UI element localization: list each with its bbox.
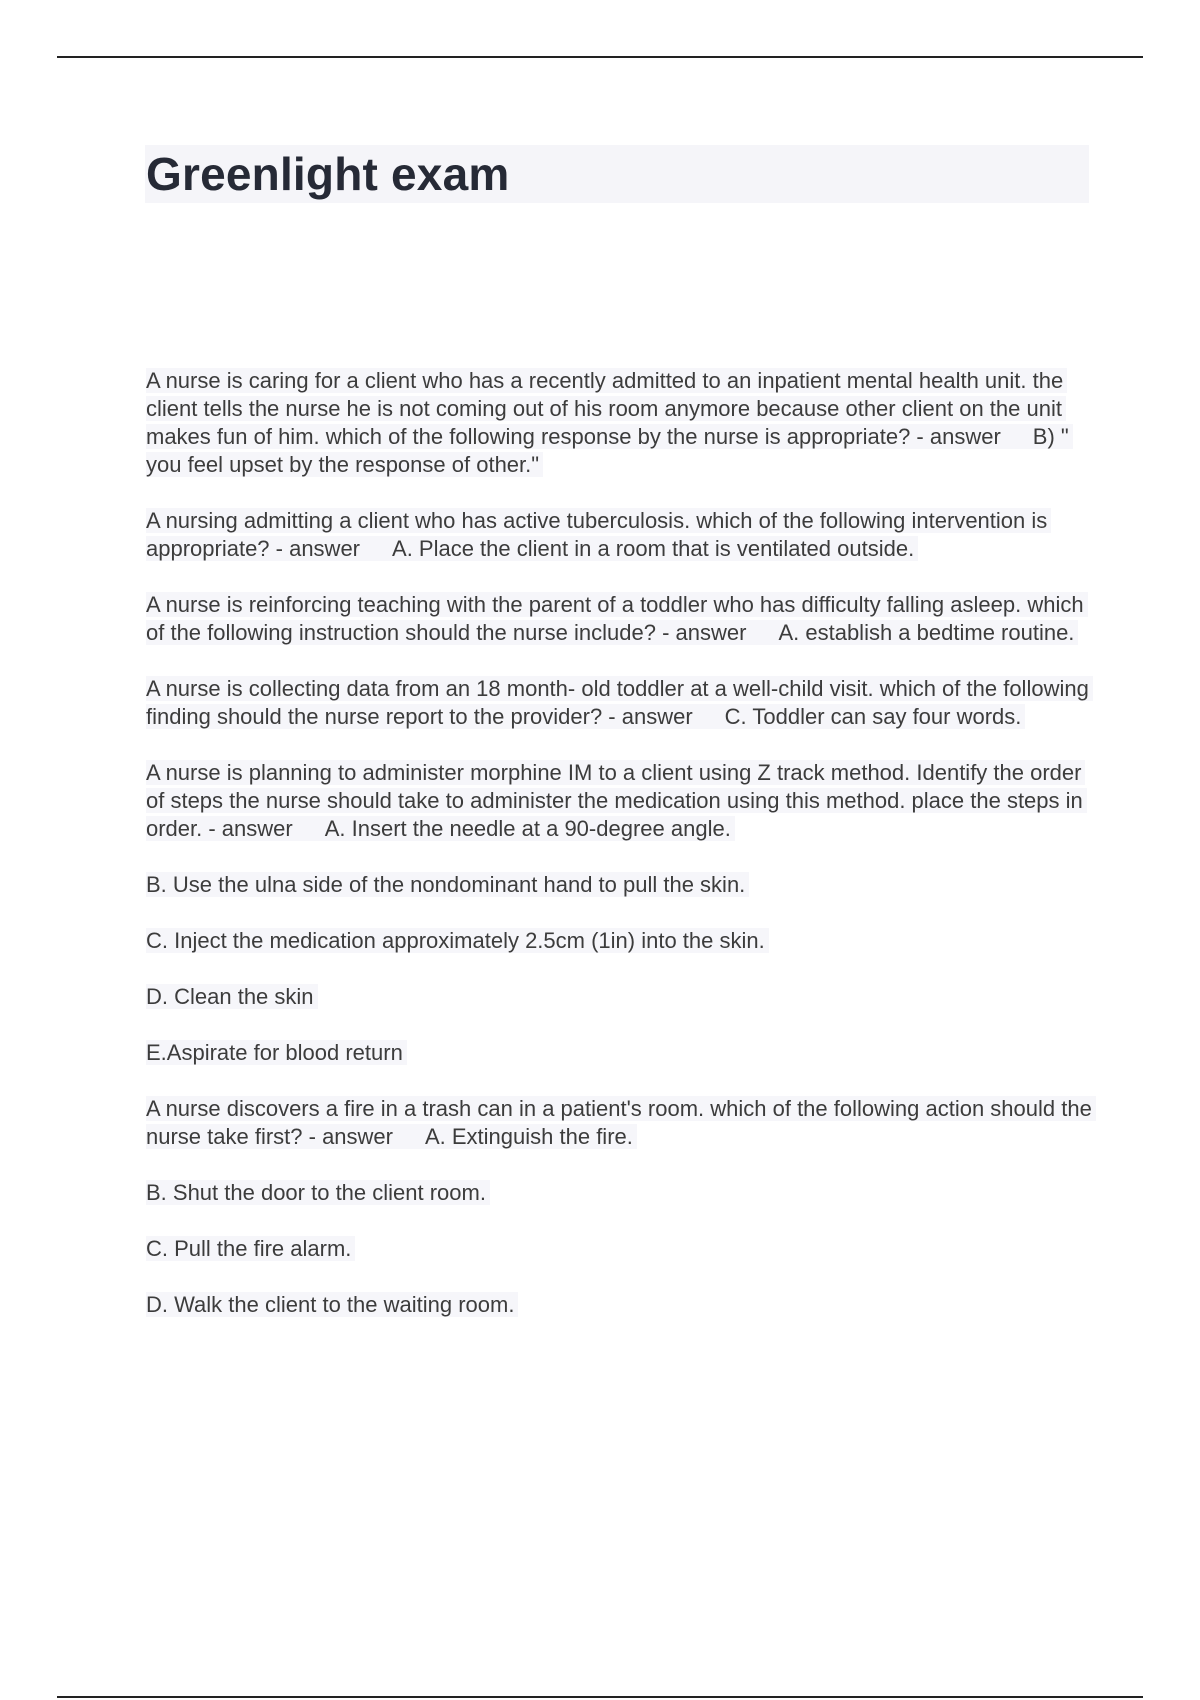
document-title: Greenlight exam	[146, 148, 510, 200]
answer-line-text: B. Use the ulna side of the nondominant hand to pull the skin.	[146, 872, 749, 897]
answer-line	[146, 1291, 1096, 1319]
bottom-rule	[57, 1696, 1143, 1698]
question-text: A nursing admitting a client who has active tuberculosis. which of the following intervention is appropriate? - answer	[146, 508, 1048, 561]
answer-line	[146, 1179, 1096, 1207]
answer-line-text: E.Aspirate for blood return	[146, 1040, 407, 1065]
answer-line-text: D. Walk the client to the waiting room.	[146, 1292, 518, 1317]
answer-line	[146, 983, 1096, 1011]
question-text: A nurse is caring for a client who has a recently admitted to an inpatient mental health unit. the client tells the nurse he is not coming out of his room anymore because other client on the unit makes fun of him. which of the following response by the nurse is appropriate? - answer	[146, 368, 1064, 449]
answer-text: B) " you feel upset by the response of other."	[146, 424, 1069, 477]
answer-line	[146, 1039, 1096, 1067]
document-body	[146, 367, 1096, 1347]
answer-line-text: B. Shut the door to the client room.	[146, 1180, 490, 1205]
answer-line-text: C. Inject the medication approximately 2.5cm (1in) into the skin.	[146, 928, 769, 953]
answer-text: A. Place the client in a room that is ventilated outside.	[392, 536, 915, 561]
question-text: A nurse is reinforcing teaching with the parent of a toddler who has difficulty falling asleep. which of the following instruction should the nurse include? - answer	[146, 592, 1084, 645]
answer-text: A. establish a bedtime routine.	[778, 620, 1075, 645]
answer-line	[146, 871, 1096, 899]
question-text: A nurse is planning to administer morphine IM to a client using Z track method. Identify the order of steps the nurse should take to administer the medication using this method. place the steps in order. - answer	[146, 760, 1083, 841]
answer-text: A. Insert the needle at a 90-degree angle.	[324, 816, 731, 841]
question-text: A nurse discovers a fire in a trash can in a patient's room. which of the following action should the nurse take first? - answer	[146, 1096, 1092, 1149]
answer-text: C. Toddler can say four words.	[724, 704, 1022, 729]
qa-entry-1	[146, 367, 1096, 479]
answer-line-text: D. Clean the skin	[146, 984, 318, 1009]
qa-entry-4	[146, 675, 1096, 731]
top-rule	[57, 56, 1143, 58]
qa-entry-2	[146, 507, 1096, 563]
qa-entry-3	[146, 591, 1096, 647]
answer-line-text: C. Pull the fire alarm.	[146, 1236, 355, 1261]
question-text: A nurse is collecting data from an 18 month- old toddler at a well-child visit. which of the following finding should the nurse report to the provider? - answer	[146, 676, 1089, 729]
qa-entry-5	[146, 759, 1096, 843]
answer-line	[146, 1235, 1096, 1263]
answer-line	[146, 927, 1096, 955]
qa-entry-6	[146, 1095, 1096, 1151]
answer-text: A. Extinguish the fire.	[424, 1124, 633, 1149]
